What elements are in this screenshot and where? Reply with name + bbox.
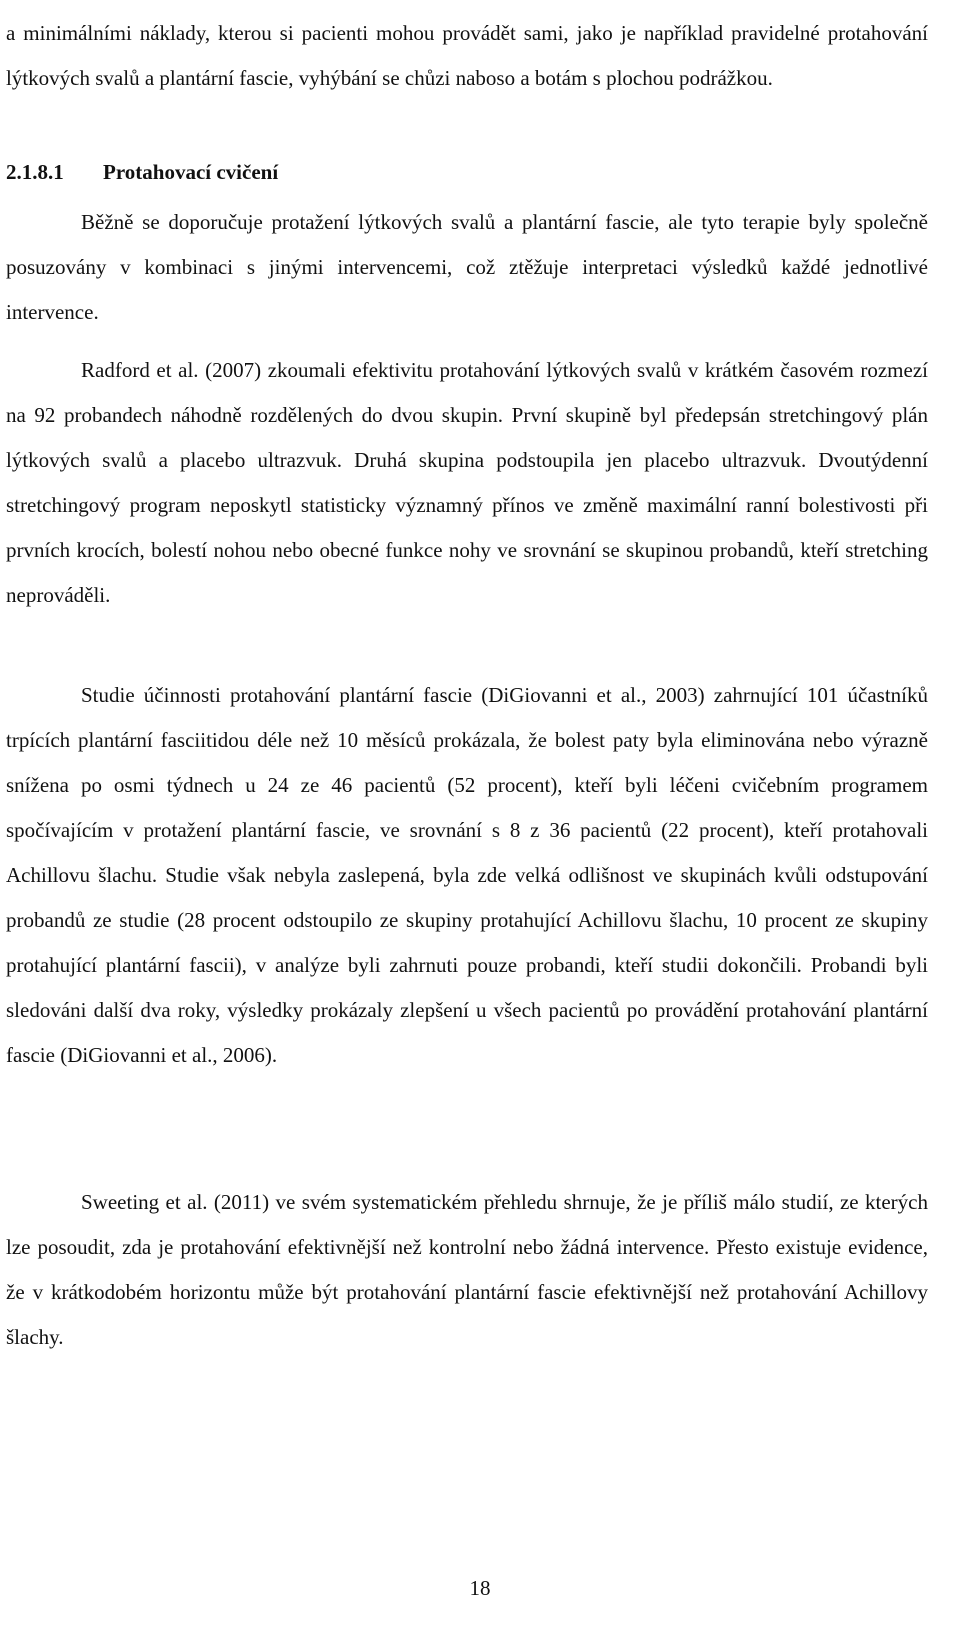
paragraph-3: Studie účinnosti protahování plantární fascie (DiGiovanni et al., 2003) zahrnující 101 účastníků trpících plantární fasciitidou déle než 10 měsíců prokázala, že bolest paty byla eliminována nebo výrazně snížena po osmi týdnech u 24 ze 46 pacientů (52 procent), kteří byli léčeni cvičebním programem spočívajícím v protažení plantární fascie, ve srovnání s 8 z 36 pacientů (22 procent), kteří protahovali Achillovu šlachu. Studie však nebyla zaslepená, byla zde velká odlišnost ve skupinách kvůli odstupování probandů ze studie (28 procent odstoupilo ze skupiny protahující Achillovu šlachu, 10 procent ze skupiny protahující plantární fascii), v analýze byli zahrnuti pouze probandi, kteří studii dokončili. Probandi byli sledováni další dva roky, výsledky prokázaly zlepšení u všech pacientů po provádění protahování plantární fascie (DiGiovanni et al., 2006).: [6, 683, 928, 1067]
section-number: 2.1.8.1: [6, 160, 64, 184]
section-title: Protahovací cvičení: [103, 160, 279, 184]
paragraph-2: Radford et al. (2007) zkoumali efektivitu protahování lýtkových svalů v krátkém časovém rozmezí na 92 probandech náhodně rozdělených do dvou skupin. První skupině byl předepsán stretchingový plán lýtkových svalů a placebo ultrazvuk. Druhá skupina podstoupila jen placebo ultrazvuk. Dvoutýdenní stretchingový program neposkytl statisticky významný přínos ve změně maximální ranní bolestivosti při prvních krocích, bolestí nohou nebo obecné funkce nohy ve srovnání se skupinou probandů, kteří stretching neprováděli.: [6, 358, 928, 607]
page-number: 18: [469, 1576, 491, 1600]
paragraph-1: Běžně se doporučuje protažení lýtkových svalů a plantární fascie, ale tyto terapie byly společně posuzovány v kombinaci s jinými intervencemi, což ztěžuje interpretaci výsledků každé jednotlivé intervence.: [6, 210, 928, 324]
paragraph-4: Sweeting et al. (2011) ve svém systematickém přehledu shrnuje, že je příliš málo studií, ze kterých lze posoudit, zda je protahování efektivnější než kontrolní nebo žádná intervence. Přesto existuje evidence, že v krátkodobém horizontu může být protahování plantární fascie efektivnější než protahování Achillovy šlachy.: [6, 1190, 928, 1349]
paragraph-intro-end: a minimálními náklady, kterou si pacienti mohou provádět sami, jako je například pravidelné protahování lýtkových svalů a plantární fascie, vyhýbání se chůzi naboso a botám s plochou podrážkou.: [6, 21, 928, 90]
section-heading: [6, 152, 278, 192]
